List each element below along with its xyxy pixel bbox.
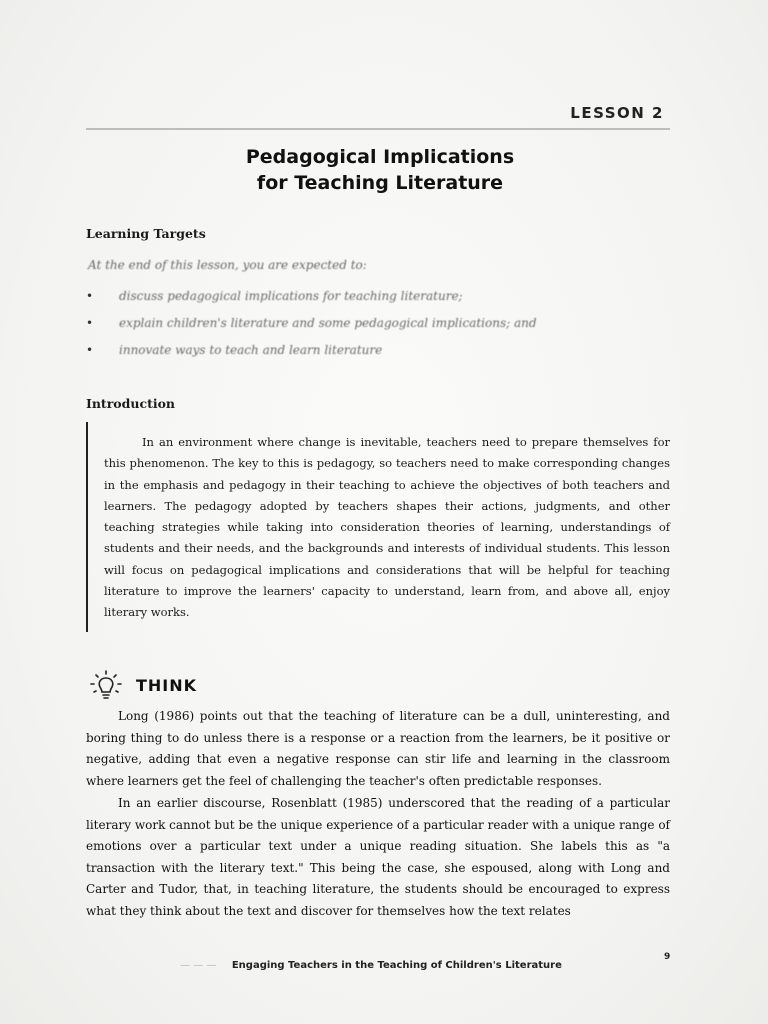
learning-targets-list bbox=[86, 285, 537, 366]
think-heading: THINK bbox=[136, 675, 198, 695]
lesson-label: LESSON 2 bbox=[570, 104, 664, 122]
learning-targets-intro: At the end of this lesson, you are expected to: bbox=[88, 258, 367, 272]
title-line-2: for Teaching Literature bbox=[256, 172, 504, 194]
page-footer bbox=[180, 960, 562, 971]
introduction-text: In an environment where change is inevitable, teachers need to prepare themselves for this phenomenon. The key to this is pedagogy, so teachers need to make corresponding changes in the emphasis and pedagogy in their teaching to achieve the objectives of both teachers and learners. The pedagogy adopted by teachers shapes their actions, judgments, and other teaching strategies while taking into consideration theories of learning, understandings of students and their needs, and the backgrounds and interests of individual students. This lesson will focus on pedagogical implications and considerations that will be helpful for teaching literature to improve the learners' capacity to understand, learn from, and above all, enjoy literary works. bbox=[104, 435, 670, 620]
bullet-icon: • bbox=[86, 316, 94, 330]
list-item bbox=[86, 285, 537, 312]
lightbulb-icon bbox=[88, 670, 124, 700]
target-text: innovate ways to teach and learn literature bbox=[119, 343, 383, 357]
footer-ornament: — — — bbox=[180, 960, 217, 971]
target-text: explain children's literature and some pedagogical implications; and bbox=[119, 316, 537, 330]
page-title bbox=[120, 144, 640, 196]
think-paragraph-1: Long (1986) points out that the teaching of literature can be a dull, uninteresting, and boring thing to do unless there is a response or a reaction from the learners, be it positive or negative, adding that even a negative response can stir life and learning in the classroom where learners get the feel of challenging the teacher's often predictable responses. bbox=[86, 709, 670, 788]
bullet-icon: • bbox=[86, 343, 94, 357]
introduction-heading: Introduction bbox=[86, 396, 176, 411]
learning-targets-heading: Learning Targets bbox=[86, 226, 206, 241]
think-paragraph-2: In an earlier discourse, Rosenblatt (1985) underscored that the reading of a particular literary work cannot but be the unique experience of a particular reader with a unique range of emotions over a particular text under a unique reading situation. She labels this as "a transaction with the literary text." This being the case, she espoused, along with Long and Carter and Tudor, that, in teaching literature, the students should be encouraged to express what they think about the text and discover for themselves how the text relates bbox=[86, 796, 670, 918]
footer-text: Engaging Teachers in the Teaching of Children's Literature bbox=[231, 960, 562, 971]
title-line-1: Pedagogical Implications bbox=[245, 146, 515, 168]
header-rule bbox=[86, 128, 670, 130]
list-item bbox=[86, 312, 537, 339]
page-number: 9 bbox=[664, 952, 671, 962]
target-text: discuss pedagogical implications for teaching literature; bbox=[119, 289, 463, 303]
bullet-icon: • bbox=[86, 289, 94, 303]
list-item bbox=[86, 339, 537, 366]
think-heading-row bbox=[88, 670, 197, 700]
